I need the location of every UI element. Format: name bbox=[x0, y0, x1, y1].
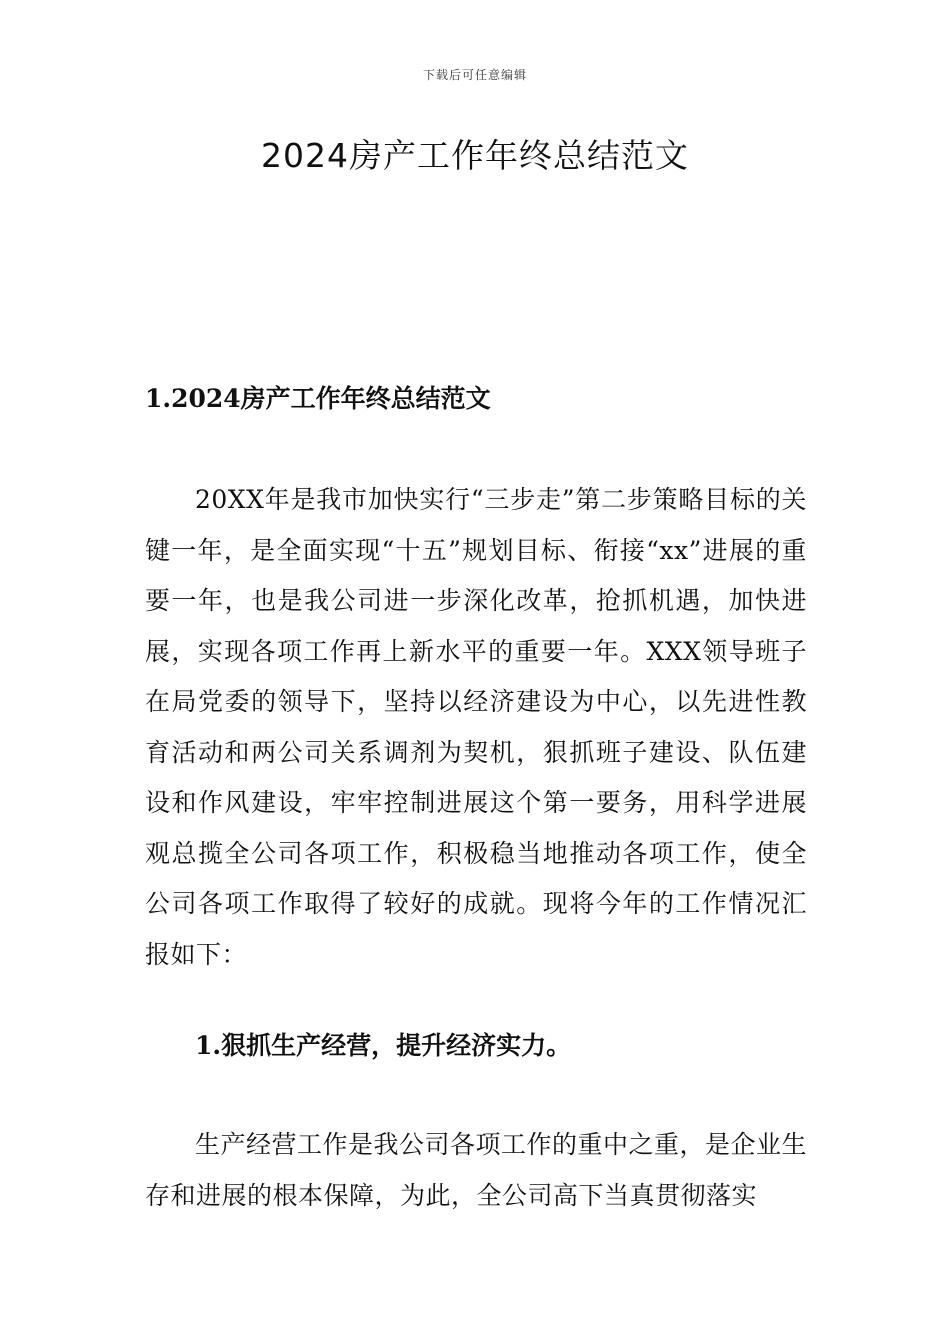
body-paragraph: 生产经营工作是我公司各项工作的重中之重，是企业生存和进展的根本保障，为此，全公司高下当真贯彻落实 bbox=[145, 1130, 808, 1210]
header-note: 下载后可任意编辑 bbox=[422, 68, 527, 82]
body-paragraph: 20XX年是我市加快实行“三步走”第二步策略目标的关键一年，是全面实现“十五”规划目标、衔接“xx”进展的重要一年，也是我公司进一步深化改革，抢抓机遇，加快进展，实现各项工作再上新水平的重要一年。XXX领导班子在局党委的领导下，坚持以经济建设为中心，以先进性教育活动和两公司关系调剂为契机，狠抓班子建设、队伍建设和作风建设，牢牢控制进展这个第一要务，用科学进展观总揽全公司各项工作，积极稳当地推动各项工作，使全公司各项工作取得了较好的成就。现将今年的工作情况汇报如下： bbox=[145, 485, 807, 969]
sub-heading: 1.狠抓生产经营，提升经济实力。 bbox=[195, 1031, 572, 1060]
document-title: 2024房产工作年终总结范文 bbox=[261, 136, 689, 175]
section-heading: 1.2024房产工作年终总结范文 bbox=[145, 384, 491, 413]
